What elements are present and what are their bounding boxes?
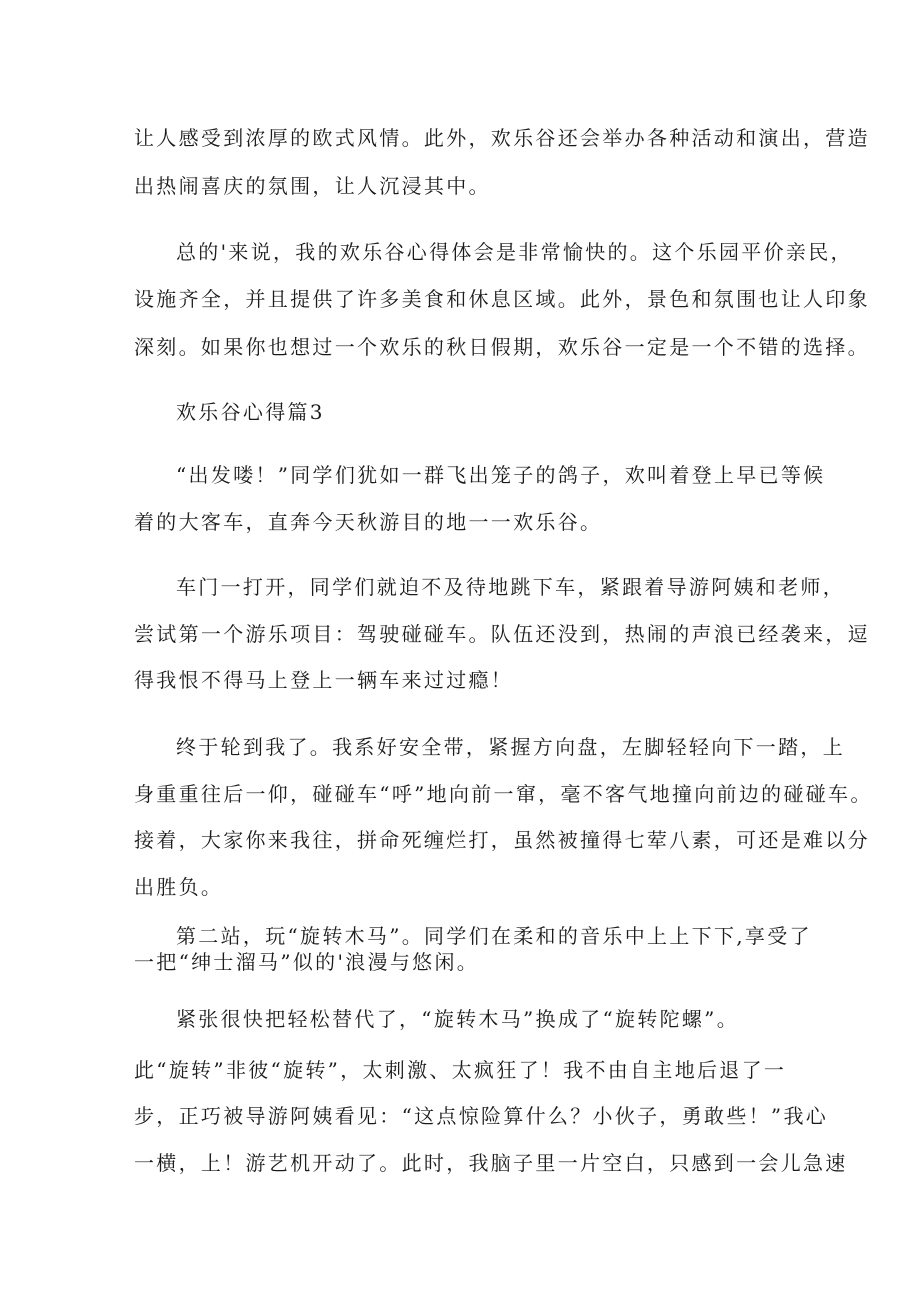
text-line: 第二站，玩“旋转木马”。同学们在柔和的音乐中上上下下,享受了	[176, 924, 812, 948]
section-heading: 欢乐谷心得篇3	[176, 400, 325, 424]
text-line: 终于轮到我了。我系好安全带，紧握方向盘，左脚轻轻向下一踏，上	[176, 735, 845, 759]
text-line: 设施齐全，并且提供了许多美食和休息区域。此外，景色和氛围也让人印象	[134, 287, 870, 311]
text-line: 一横，上！游艺机开动了。此时，我脑子里一片空白，只感到一会儿急速	[134, 1151, 848, 1175]
text-line: 接着，大家你来我往，拼命死缠烂打，虽然被撞得七荤八素，可还是难以分	[134, 828, 870, 852]
text-line: 身重重往后一仰，碰碰车“呼”地向前一窜，毫不客气地撞向前边的碰碰车。	[134, 782, 873, 806]
text-line: “出发喽！”同学们犹如一群飞出笼子的鸽子，欢叫着登上早已等候	[176, 463, 826, 487]
text-line: 出胜负。	[134, 875, 224, 899]
text-line: 紧张很快把轻松替代了，“旋转木马”换成了“旋转陀螺”。	[176, 1007, 739, 1031]
text-line: 总的'来说，我的欢乐谷心得体会是非常愉快的。这个乐园平价亲民，	[176, 240, 853, 264]
text-line: 车门一打开，同学们就迫不及待地跳下车，紧跟着导游阿姨和老师，	[176, 575, 845, 599]
text-line: 深刻。如果你也想过一个欢乐的秋日假期，欢乐谷一定是一个不错的选择。	[134, 335, 870, 359]
text-line: 得我恨不得马上登上一辆车来过过瘾！	[134, 668, 514, 692]
text-line: 出热闹喜庆的氛围，让人沉浸其中。	[134, 174, 491, 198]
text-line: 让人感受到浓厚的欧式风情。此外，欢乐谷还会举办各种活动和演出，营造	[134, 126, 870, 150]
text-line: 着的大客车，直奔今天秋游目的地一一欢乐谷。	[134, 510, 603, 534]
text-line: 步，正巧被导游阿姨看见：“这点惊险算什么？小伙子，勇敢些！”我心	[134, 1104, 829, 1128]
text-line: 一把“绅士溜马”似的'浪漫与悠闲。	[134, 950, 480, 974]
text-line: 此“旋转”非彼“旋转”，太刺激、太疯狂了！我不由自主地后退了一	[134, 1058, 787, 1082]
text-line: 尝试第一个游乐项目：驾驶碰碰车。队伍还没到，热闹的声浪已经袭来，逗	[134, 622, 870, 646]
